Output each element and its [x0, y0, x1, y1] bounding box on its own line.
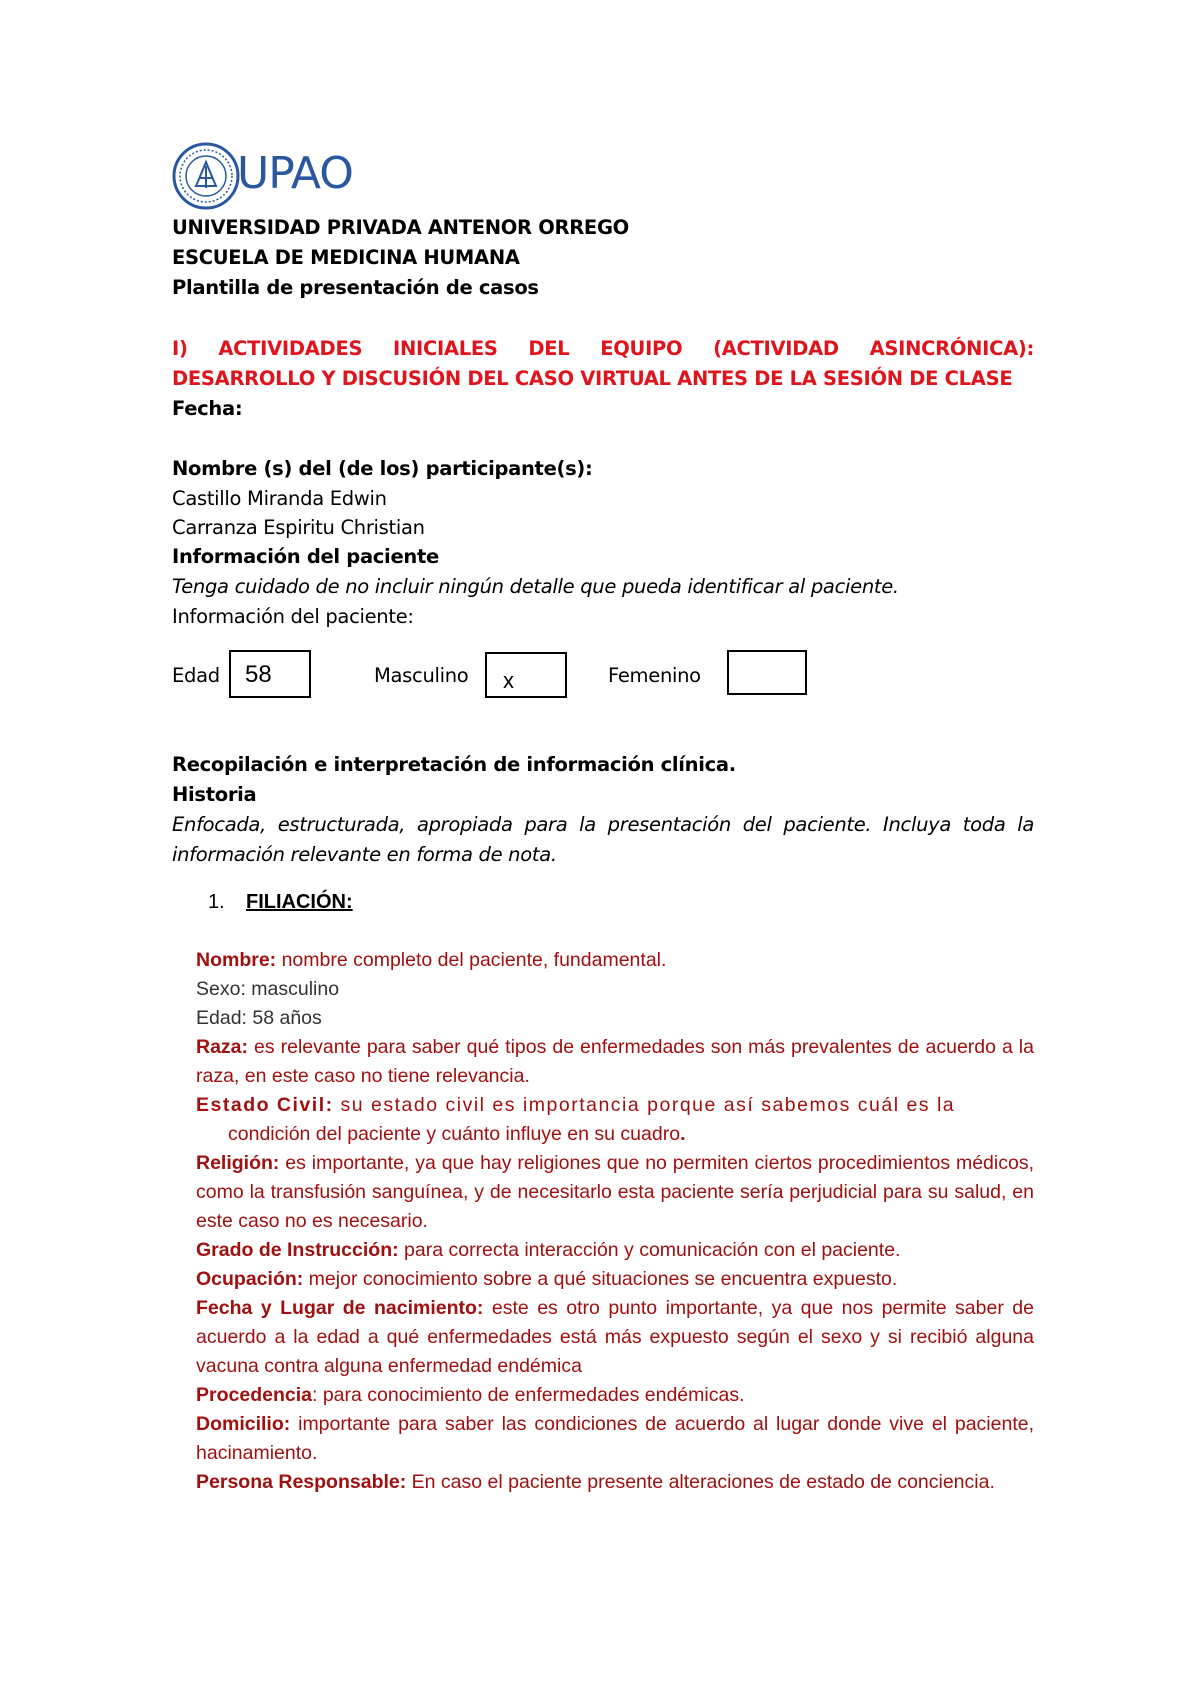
item-label: Raza: — [196, 1036, 249, 1058]
grado-item — [196, 1236, 1034, 1265]
logo-text: UPAO — [237, 148, 353, 199]
item-text: : para conocimiento de enfermedades endémicas. — [311, 1384, 745, 1406]
female-box — [727, 650, 807, 695]
raza-item — [196, 1033, 1034, 1091]
template-name: Plantilla de presentación de casos — [172, 276, 539, 299]
item-text: este es otro punto importante, ya que nos permite saber de acuerdo a la edad a qué enfermedades está más expuesto según el sexo y si recibió alguna vacuna contra alguna enfermedad endémica — [196, 1297, 1034, 1377]
item-text: . — [680, 1123, 686, 1145]
ocupacion-item — [196, 1265, 1034, 1294]
fecha-label: Fecha: — [172, 397, 243, 420]
male-value: x — [503, 668, 514, 693]
item-text: importante para saber las condiciones de acuerdo al lugar donde vive el paciente, hacinamiento. — [196, 1413, 1034, 1464]
item-label: Nombre: — [196, 949, 277, 971]
item-text: condición del paciente y cuánto influye en su cuadro — [228, 1123, 681, 1145]
item-label: Persona Responsable: — [196, 1471, 407, 1493]
item-label: Religión: — [196, 1152, 280, 1174]
history-heading: Historia — [172, 783, 257, 806]
filiacion-body — [196, 946, 1034, 1497]
item-text: es relevante para saber qué tipos de enfermedades son más prevalentes de acuerdo a la raza, en este caso no tiene relevancia. — [196, 1036, 1034, 1087]
male-label: Masculino — [374, 664, 469, 687]
estado-civil-item-cont — [196, 1120, 1034, 1149]
responsable-item — [196, 1468, 1034, 1497]
item-text: para correcta interacción y comunicación con el paciente. — [398, 1239, 901, 1261]
item-label: Grado de Instrucción: — [196, 1239, 399, 1261]
item-text: mejor conocimiento sobre a qué situaciones se encuentra expuesto. — [303, 1268, 898, 1290]
patient-info-note: Tenga cuidado de no incluir ningún detalle que pueda identificar al paciente. — [172, 575, 899, 598]
school-name: ESCUELA DE MEDICINA HUMANA — [172, 246, 520, 269]
sexo-item: Sexo: masculino — [196, 978, 340, 1000]
nombre-item — [196, 946, 1034, 975]
patient-info-label: Información del paciente: — [172, 605, 414, 628]
item-label: Estado Civil: — [196, 1094, 334, 1116]
upao-logo — [172, 142, 357, 212]
item-text: En caso el paciente presente alteraciones de estado de conciencia. — [406, 1471, 995, 1493]
history-note: Enfocada, estructurada, apropiada para la presentación del paciente. Incluya toda la información relevante en forma de nota. — [172, 813, 1034, 866]
male-box — [485, 652, 567, 698]
fecha-lugar-item — [196, 1294, 1034, 1381]
item-text: nombre completo del paciente, fundamental. — [276, 949, 667, 971]
item-label: Domicilio: — [196, 1413, 291, 1435]
item-text: es importante, ya que hay religiones que no permiten ciertos procedimientos médicos, como la transfusión sanguínea, y de necesitarlo esta paciente sería perjudicial para su salud, en este caso no es necesario. — [196, 1152, 1034, 1232]
participant-name: Carranza Espiritu Christian — [172, 516, 425, 539]
female-label: Femenino — [608, 664, 701, 687]
age-label: Edad — [172, 664, 220, 687]
procedencia-item — [196, 1381, 1034, 1410]
edad-item: Edad: 58 años — [196, 1007, 322, 1029]
filiacion-heading — [208, 891, 353, 914]
filiacion-title: FILIACIÓN: — [246, 891, 353, 913]
item-label: Procedencia — [196, 1384, 312, 1406]
estado-civil-item — [196, 1091, 1034, 1120]
participant-name: Castillo Miranda Edwin — [172, 487, 387, 510]
clinical-heading: Recopilación e interpretación de información clínica. — [172, 753, 736, 776]
age-box — [229, 650, 311, 698]
item-text: su estado civil es importancia porque así sabemos cuál es la — [333, 1094, 956, 1116]
university-seal-icon — [172, 142, 240, 210]
section-title: I) ACTIVIDADES INICIALES DEL EQUIPO (ACTIVIDAD ASINCRÓNICA): DESARROLLO Y DISCUSIÓN DEL CASO VIRTUAL ANTES DE LA SESIÓN DE CLASE — [172, 337, 1034, 390]
patient-info-heading: Información del paciente — [172, 545, 439, 568]
item-label: Ocupación: — [196, 1268, 304, 1290]
religion-item — [196, 1149, 1034, 1236]
list-number: 1. — [208, 891, 225, 913]
domicilio-item — [196, 1410, 1034, 1468]
item-label: Fecha y Lugar de nacimiento: — [196, 1297, 484, 1319]
age-value: 58 — [245, 661, 272, 688]
participants-label: Nombre (s) del (de los) participante(s): — [172, 457, 593, 480]
university-name: UNIVERSIDAD PRIVADA ANTENOR ORREGO — [172, 216, 629, 239]
